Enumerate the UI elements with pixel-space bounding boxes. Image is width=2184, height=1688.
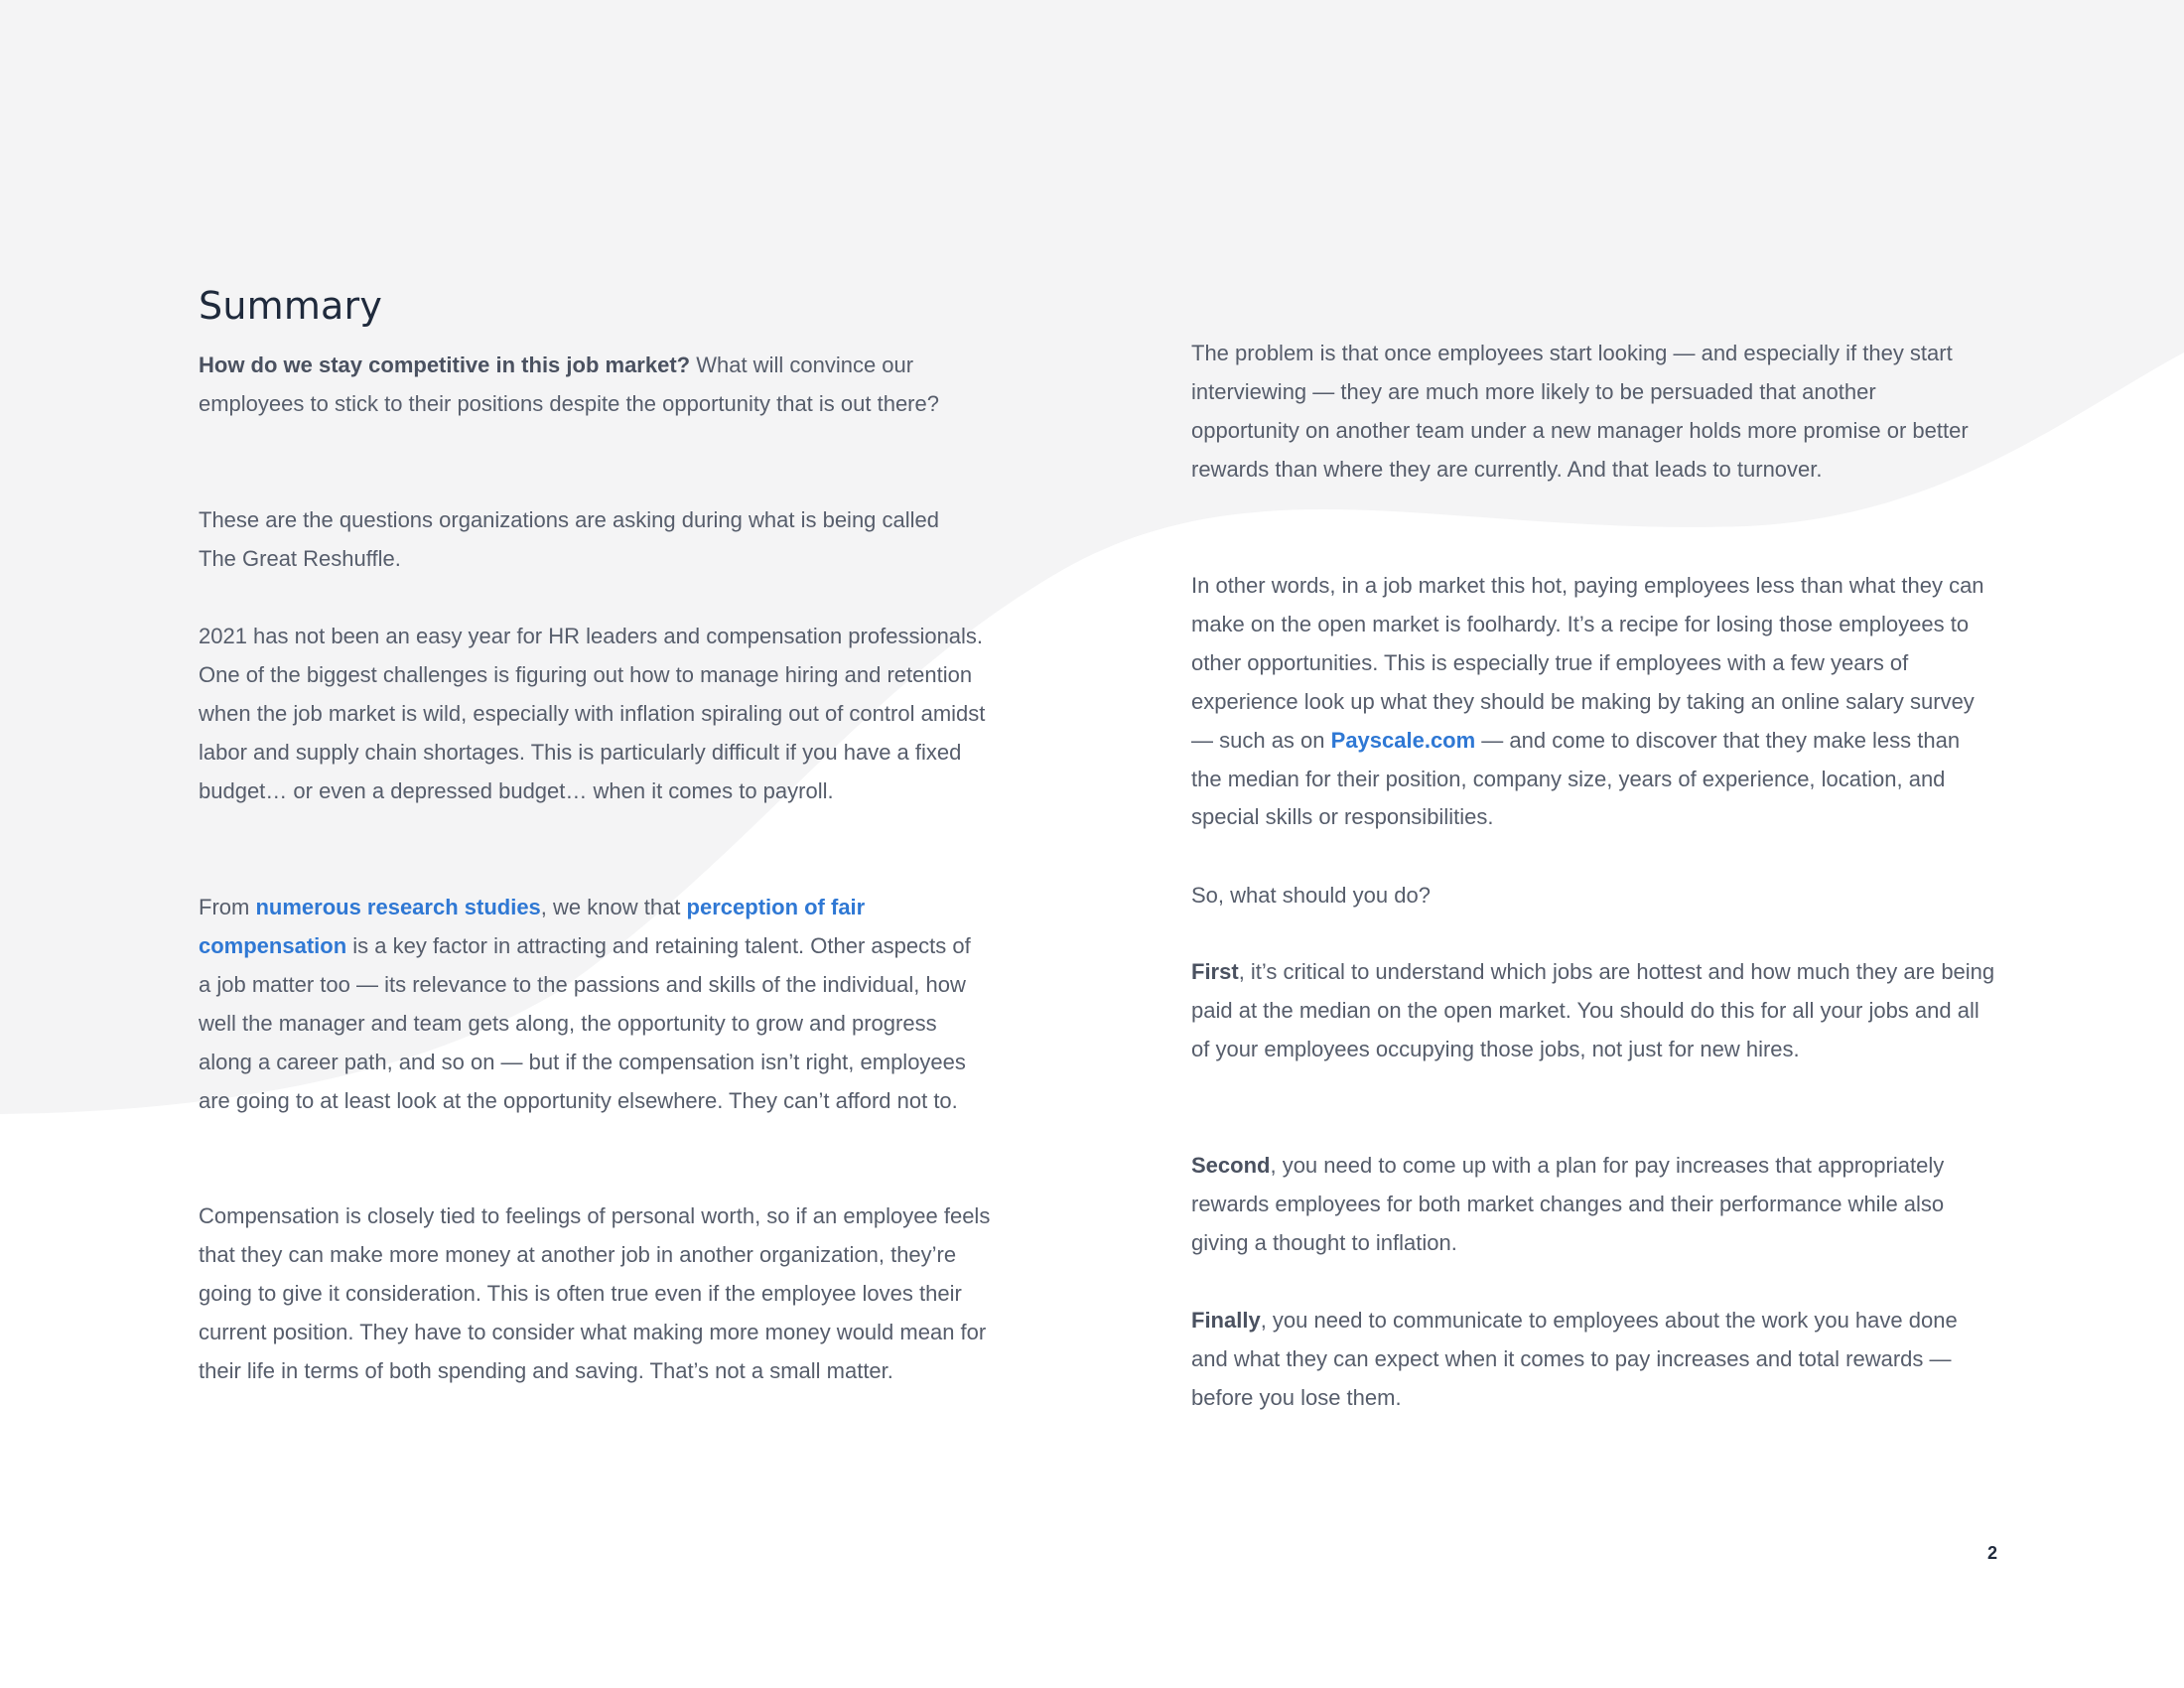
right-p5-text: , you need to come up with a plan for pay increases that appropriately rewards employees for both market changes and their performance while also giving a thought to inflation.: [1191, 1153, 1945, 1255]
right-paragraph-4: [1191, 953, 1995, 1069]
lead-question: How do we stay competitive in this job market?: [199, 352, 691, 377]
left-paragraph-1: [199, 347, 1003, 424]
page-number: 2: [1986, 1543, 1997, 1563]
left-p4-text-3: is a key factor in attracting and retaining talent. Other aspects of a job matter too — its relevance to the passions and skills of the individual, how well the manager and team gets along, the opportunity to grow and progress along a career path, and so on — but if the compensation isn’t right, employees are going to at least look at the opportunity elsewhere. They can’t afford not to.: [199, 932, 971, 1113]
payscale-link[interactable]: Payscale.com: [1330, 727, 1476, 753]
numerous-research-studies-link[interactable]: numerous research studies: [255, 895, 541, 919]
left-paragraph-3: 2021 has not been an easy year for HR leaders and compensation professionals. One of the biggest challenges is figuring out how to manage hiring and retention when the job market is wild, especially with inflation spiraling out of control amidst labor and supply chain shortages. This is particularly difficult if you have a fixed budget… or even a depressed budget… when it comes to payroll.: [199, 624, 986, 803]
second-label: Second: [1191, 1153, 1271, 1178]
left-paragraph-4: [199, 889, 973, 1120]
left-paragraph-2: These are the questions organizations are asking during what is being called The Great Reshuffle.: [199, 507, 940, 571]
right-p2-text-2: — and come to discover that they make less than the median for their position, company size, years of experience, location, and special skills or responsibilities.: [1191, 727, 1961, 830]
left-p4-text-1: From: [199, 895, 256, 919]
right-paragraph-1: The problem is that once employees start looking — and especially if they start interviewing — they are much more likely to be persuaded that another opportunity on another team under a new manager holds more promise or better rewards than where they are currently. And that leads to turnover.: [1191, 341, 1969, 482]
right-paragraph-6: [1191, 1302, 1976, 1418]
left-paragraph-5: Compensation is closely tied to feelings of personal worth, so if an employee feels that they can make more money at another job in another organization, they’re going to give it consideration. This is often true even if the employee loves their current position. They have to consider what making more money would mean for their life in terms of both spending and saving. That’s not a small matter.: [199, 1203, 991, 1383]
right-paragraph-2: [1191, 567, 1995, 837]
page-title: Summary: [199, 284, 383, 328]
right-p4-text: , it’s critical to understand which jobs are hottest and how much they are being paid at the median on the open market. You should do this for all your jobs and all of your employees occupying those jobs, not just for new hires.: [1191, 959, 1995, 1061]
right-p2-text-1: In other words, in a job market this hot, paying employees less than what they can make on the open market is foolhardy. It’s a recipe for losing those employees to other opportunities. This is especially true if employees with a few years of experience look up what they should be making by taking an online salary survey — such as on: [1191, 573, 1984, 753]
first-label: First: [1191, 959, 1239, 984]
right-p6-text: , you need to communicate to employees about the work you have done and what they can expect when it comes to pay increases and total rewards — before you lose them.: [1191, 1308, 1958, 1410]
perception-of-fair-compensation-link[interactable]: perception of fair compensation: [199, 895, 866, 958]
right-paragraph-3: So, what should you do?: [1191, 883, 1431, 908]
right-paragraph-5: [1191, 1147, 1976, 1263]
left-p4-text-2: , we know that: [540, 895, 687, 919]
left-p1-text: What will convince our employees to stick to their positions despite the opportunity that is out there?: [199, 352, 939, 416]
finally-label: Finally: [1191, 1308, 1261, 1333]
